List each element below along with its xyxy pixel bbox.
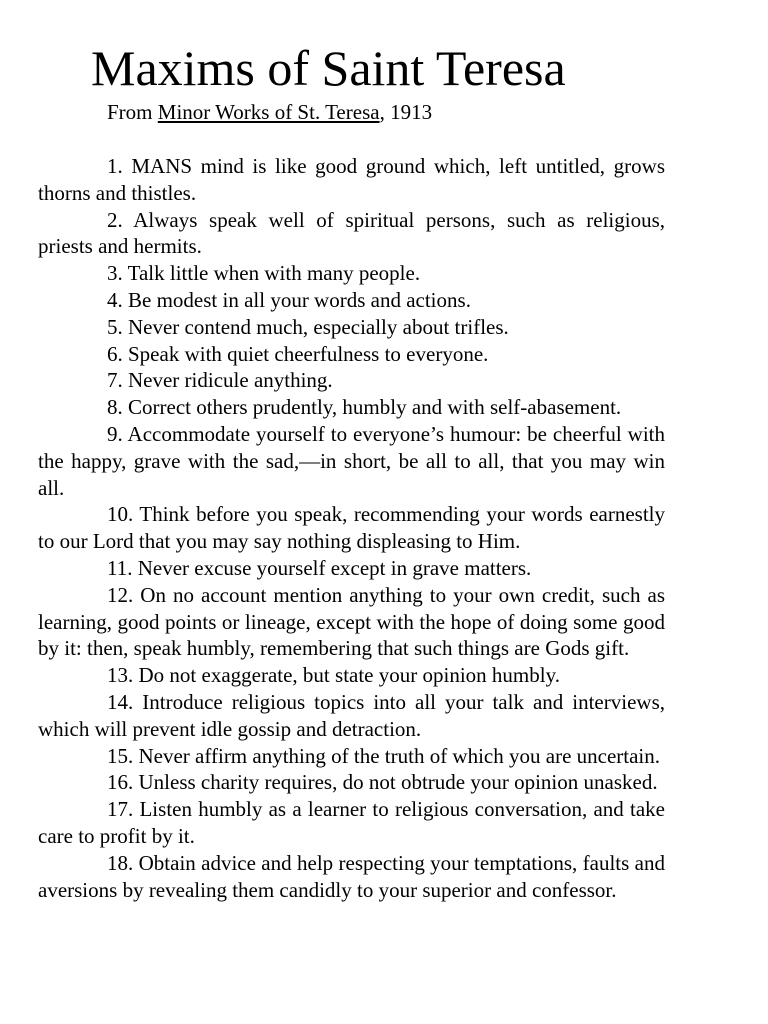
- maxim-item: 7. Never ridicule anything.: [107, 368, 333, 393]
- source-work-title: Minor Works of St. Teresa: [157, 100, 380, 124]
- maxim-item: 2. Always speak well of spiritual persons, such as religious, priests and hermits.: [38, 207, 665, 259]
- maxim-item: 8. Correct others prudently, humbly and with self-abasement.: [107, 395, 622, 420]
- maxim-item: 12. On no account mention anything to your own credit, such as learning, good points or lineage, except with the hope of doing some good by it: then, speak humbly, remembering that such things are Gods gift.: [38, 582, 665, 661]
- maxim-item: 11. Never excuse yourself except in grave matters.: [107, 555, 532, 580]
- maxim-item: 9. Accommodate yourself to everyone’s humour: be cheerful with the happy, grave with the sad,—in short, be all to all, that you may win all.: [38, 421, 665, 500]
- maxim-item: 1. MANS mind is like good ground which, left untitled, grows thorns and thistles.: [38, 154, 665, 205]
- maxim-item: 18. Obtain advice and help respecting your temptations, faults and aversions by revealing them candidly to your superior and confessor.: [38, 850, 665, 902]
- source-year: , 1913: [379, 100, 433, 124]
- maxim-item: 16. Unless charity requires, do not obtrude your opinion unasked.: [107, 770, 658, 795]
- document-title: Maxims of Saint Teresa: [91, 40, 566, 96]
- maxim-item: 15. Never affirm anything of the truth of which you are uncertain.: [107, 743, 661, 768]
- maxim-item: 10. Think before you speak, recommending your words earnestly to our Lord that you may say nothing displeasing to Him.: [38, 502, 665, 554]
- maxim-item: 6. Speak with quiet cheerfulness to everyone.: [107, 341, 489, 366]
- maxim-item: 5. Never contend much, especially about trifles.: [107, 314, 509, 339]
- maxims-list: [38, 153, 665, 903]
- source-prefix: From: [107, 100, 158, 124]
- source-citation: [107, 99, 432, 126]
- maxim-item: 4. Be modest in all your words and actions.: [107, 287, 471, 312]
- maxim-item: 17. Listen humbly as a learner to religious conversation, and take care to profit by it.: [38, 797, 665, 848]
- maxim-item: 13. Do not exaggerate, but state your opinion humbly.: [107, 663, 560, 688]
- maxim-item: 14. Introduce religious topics into all your talk and interviews, which will prevent idle gossip and detraction.: [38, 689, 665, 741]
- maxim-item: 3. Talk little when with many people.: [107, 261, 421, 286]
